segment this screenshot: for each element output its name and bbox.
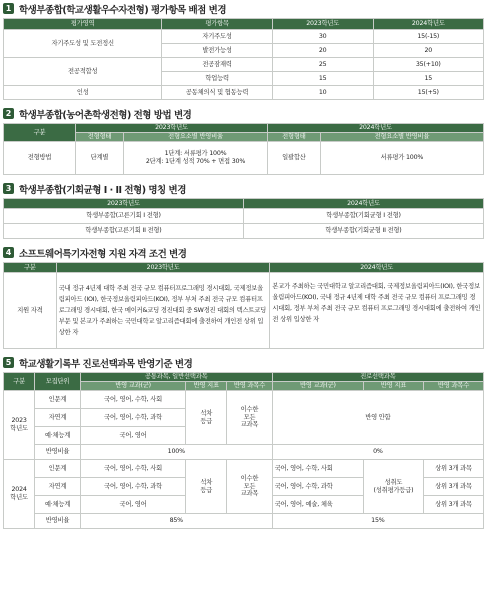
type-2023-cell: 단계별 xyxy=(76,142,124,175)
section-2-title xyxy=(3,107,484,120)
eligibility-table xyxy=(3,262,484,349)
career-subject-cell: 국어, 영어, 수학, 과학 xyxy=(272,478,363,496)
header-subject: 반영 교과(군) xyxy=(272,382,363,391)
subject-cell: 국어, 영어, 수학, 과학 xyxy=(80,478,186,496)
score-2023-cell: 10 xyxy=(272,86,373,100)
score-2024-cell: 15(+5) xyxy=(373,86,483,100)
header-2024: 2024학년도 xyxy=(244,199,484,209)
career-not-applied-cell: 반영 안함 xyxy=(272,391,483,445)
header-2024: 2024학년도 xyxy=(268,124,484,133)
subject-cell: 국어, 영어, 수학, 과학 xyxy=(80,409,186,427)
name-2024-cell: 학생부종합(기회균형 I 전형) xyxy=(244,209,484,224)
year-2023-cell: 2023 학년도 xyxy=(4,391,35,460)
header-gubun: 구분 xyxy=(4,373,35,391)
item-cell: 발전가능성 xyxy=(162,44,272,58)
unit-cell: 자연계 xyxy=(35,478,81,496)
section-title-text: 학생부종합(농어촌학생전형) 전형 방법 변경 xyxy=(19,109,192,121)
ratio-2023-cell xyxy=(124,142,268,175)
selection-method-table xyxy=(3,123,484,175)
ratio-label-cell: 반영비율 xyxy=(35,445,81,460)
row-label: 지원 자격 xyxy=(4,273,57,349)
ratio-general-cell: 85% xyxy=(80,514,272,529)
section-title-text: 학생부종합(기회균형 I · II 전형) 명칭 변경 xyxy=(19,184,186,196)
header-type-2024: 전형형태 xyxy=(268,133,321,142)
ratio-2023-line1: 1단계: 서류평가 100% xyxy=(164,150,227,158)
subject-cell: 국어, 영어 xyxy=(80,496,186,514)
header-2023: 2023학년도 xyxy=(4,199,244,209)
section-title-text: 소프트웨어특기자전형 지원 자격 조건 변경 xyxy=(19,248,187,260)
year-2024-cell: 2024 학년도 xyxy=(4,460,35,529)
index-cell: 석차 등급 xyxy=(186,391,227,445)
eligibility-2023-cell: 국내 정규 4년제 대학 주최 전국 규모 컴퓨터프로그래밍 경시대회, 국제정보올림피아드 (IOI), 한국정보올림피아드(KOI), 정부 부처 주최 전국 규모 컴퓨터프로그래밍 경시대회, 한국 메이커&코딩 경진대회 중 SW경진 대회의 텍스트코딩 부문 및 본교가 주최하는 국민대학교 알고리즘대회에 출전하여 개인전 상위 입상한 자 xyxy=(56,273,270,349)
score-2024-cell: 15(-15) xyxy=(373,30,483,44)
unit-cell: 예·체능계 xyxy=(35,427,81,445)
header-type-2023: 전형형태 xyxy=(76,133,124,142)
header-index: 반영 지표 xyxy=(186,382,227,391)
career-subject-table xyxy=(3,372,484,529)
unit-cell: 인문계 xyxy=(35,460,81,478)
unit-cell: 자연계 xyxy=(35,409,81,427)
ratio-general-cell: 100% xyxy=(80,445,272,460)
name-2024-cell: 학생부종합(기회균형 II 전형) xyxy=(244,224,484,239)
name-2023-cell: 학생부종합(고른기회 I 전형) xyxy=(4,209,244,224)
header-item: 평가항목 xyxy=(162,19,272,30)
unit-cell: 인문계 xyxy=(35,391,81,409)
area-cell: 자기주도성 및 도전정신 xyxy=(4,30,162,58)
score-2024-cell: 20 xyxy=(373,44,483,58)
ratio-2023-line2: 2단계: 1단계 성적 70% + 면접 30% xyxy=(145,158,246,165)
career-count-cell: 상위 3개 과목 xyxy=(423,460,483,478)
career-count-cell: 상위 3개 과목 xyxy=(423,496,483,514)
header-career: 진로선택과목 xyxy=(272,373,483,382)
section-number-badge: 1 xyxy=(3,3,14,14)
subject-cell: 국어, 영어 xyxy=(80,427,186,445)
item-cell: 학업능력 xyxy=(162,72,272,86)
score-2023-cell: 20 xyxy=(272,44,373,58)
header-2023: 2023학년도 xyxy=(76,124,268,133)
header-2024: 2024학년도 xyxy=(373,19,483,30)
header-2024: 2024학년도 xyxy=(270,263,484,273)
header-count: 반영 과목수 xyxy=(227,382,273,391)
header-count: 반영 과목수 xyxy=(423,382,483,391)
unit-cell: 예·체능계 xyxy=(35,496,81,514)
section-4-title xyxy=(3,246,484,259)
section-number-badge: 4 xyxy=(3,247,14,258)
header-index: 반영 지표 xyxy=(363,382,423,391)
section-number-badge: 3 xyxy=(3,183,14,194)
header-2023: 2023학년도 xyxy=(272,19,373,30)
score-2023-cell: 15 xyxy=(272,72,373,86)
item-cell: 전공잠재력 xyxy=(162,58,272,72)
section-5-title xyxy=(3,356,484,369)
section-3-title xyxy=(3,182,484,195)
row-label: 전형방법 xyxy=(4,142,76,175)
score-2024-cell: 35(+10) xyxy=(373,58,483,72)
area-cell: 인성 xyxy=(4,86,162,100)
ratio-2024-cell: 서류평가 100% xyxy=(320,142,483,175)
header-ratio-2024: 전형요소별 반영비율 xyxy=(320,133,483,142)
type-2024-cell: 일괄합산 xyxy=(268,142,321,175)
header-subject: 반영 교과(군) xyxy=(80,382,186,391)
score-2023-cell: 25 xyxy=(272,58,373,72)
program-name-table xyxy=(3,198,484,239)
section-number-badge: 5 xyxy=(3,357,14,368)
section-1-title xyxy=(3,2,484,15)
area-cell: 전공적합성 xyxy=(4,58,162,86)
career-index-cell: 성취도 (성취평가등급) xyxy=(363,460,423,514)
section-title-text: 학교생활기록부 진로선택과목 반영기준 변경 xyxy=(19,358,193,370)
header-gubun: 구분 xyxy=(4,124,76,142)
ratio-career-cell: 0% xyxy=(272,445,483,460)
count-cell: 이수한 모든 교과목 xyxy=(227,460,273,514)
name-2023-cell: 학생부종합(고른기회 II 전형) xyxy=(4,224,244,239)
career-subject-cell: 국어, 영어, 수학, 사회 xyxy=(272,460,363,478)
score-2023-cell: 30 xyxy=(272,30,373,44)
header-general: 공통과목, 일반선택과목 xyxy=(80,373,272,382)
ratio-label-cell: 반영비율 xyxy=(35,514,81,529)
header-unit: 모집단위 xyxy=(35,373,81,391)
header-2023: 2023학년도 xyxy=(56,263,270,273)
item-cell: 공동체의식 및 협동능력 xyxy=(162,86,272,100)
section-title-text: 학생부종합(학교생활우수자전형) 평가항목 배점 변경 xyxy=(19,4,227,16)
section-number-badge: 2 xyxy=(3,108,14,119)
career-count-cell: 상위 3개 과목 xyxy=(423,478,483,496)
item-cell: 자기주도성 xyxy=(162,30,272,44)
evaluation-score-table xyxy=(3,18,484,100)
score-2024-cell: 15 xyxy=(373,72,483,86)
subject-cell: 국어, 영어, 수학, 사회 xyxy=(80,391,186,409)
header-area: 평가영역 xyxy=(4,19,162,30)
ratio-career-cell: 15% xyxy=(272,514,483,529)
count-cell: 이수한 모든 교과목 xyxy=(227,391,273,445)
index-cell: 석차 등급 xyxy=(186,460,227,514)
subject-cell: 국어, 영어, 수학, 사회 xyxy=(80,460,186,478)
eligibility-2024-cell: 본교가 주최하는 국민대학교 알고리즘대회, 국제정보올림피아드(IOI), 한국정보올림피아드(KOI), 국내 정규 4년제 대학 주최 전국 규모 컴퓨터 프로그래밍 경시대회, 정부 부처 주최 전국 규모 컴퓨터 프로그래밍 경시대회에 출전하여 개인전 상위 입상한 자 xyxy=(270,273,484,349)
header-gubun: 구분 xyxy=(4,263,57,273)
header-ratio-2023: 전형요소별 반영비율 xyxy=(124,133,268,142)
career-subject-cell: 국어, 영어, 예술, 체육 xyxy=(272,496,363,514)
